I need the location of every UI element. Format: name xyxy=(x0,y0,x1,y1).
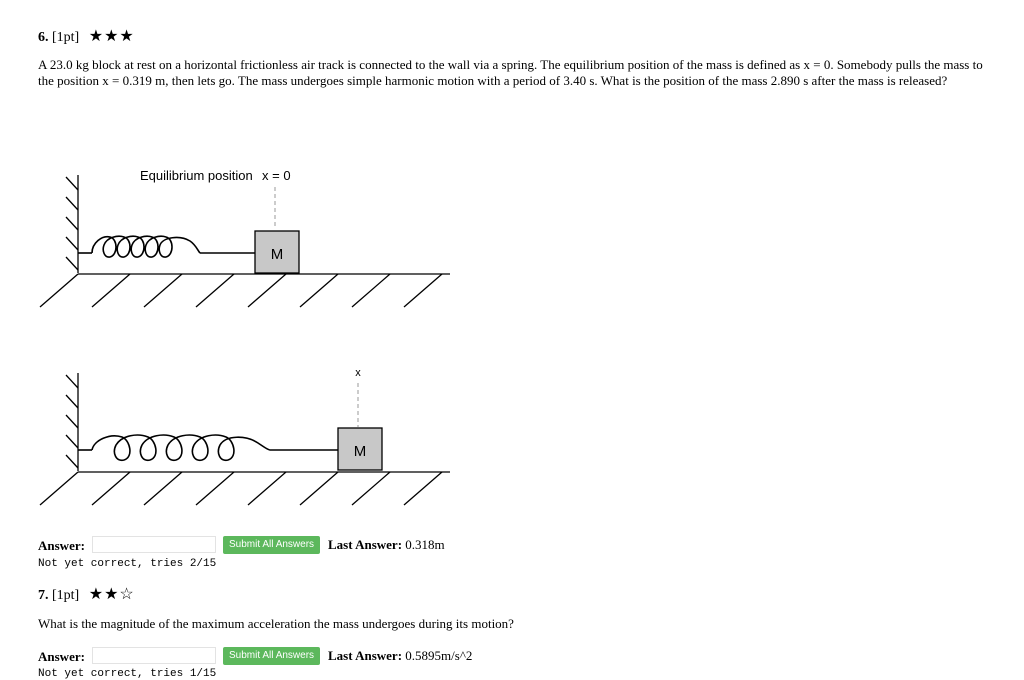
diagram-equilibrium-label: Equilibrium position xyxy=(140,168,253,183)
q7-submit-button[interactable]: Submit All Answers xyxy=(223,647,320,665)
q6-difficulty-stars-icon: ★★★ xyxy=(88,28,135,45)
diagram-x-label: x xyxy=(355,367,361,379)
diagram-x0-label: x = 0 xyxy=(262,168,291,183)
q6-points: [1pt] xyxy=(52,30,80,45)
q7-points: [1pt] xyxy=(52,588,80,603)
q7-last-answer xyxy=(328,648,472,664)
q7-last-answer-label: Last Answer: xyxy=(328,648,403,663)
mass-bottom-label: M xyxy=(353,443,367,460)
mass-top-label: M xyxy=(270,246,284,263)
floor-top-icon xyxy=(40,274,450,307)
wall-bottom-icon xyxy=(66,373,78,471)
q6-status: Not yet correct, tries 2/15 xyxy=(38,558,217,570)
spring-bottom-icon xyxy=(78,435,338,460)
q7-number: 7. xyxy=(38,588,49,603)
q6-header xyxy=(38,26,135,46)
spring-top-icon xyxy=(78,236,255,257)
q7-answer-input[interactable] xyxy=(92,647,216,664)
q6-question-text: A 23.0 kg block at rest on a horizontal frictionless air track is connected to the wall via a spring. The equilibrium position of the mass is defined as x = 0. Somebody pulls the mass to the position x = 0.319 m, then lets go. The mass undergoes simple harmonic motion with a period of 3.40 s. What is the position of the mass 2.890 s after the mass is released? xyxy=(38,57,983,88)
q6-last-answer xyxy=(328,537,445,553)
q7-answer-label: Answer: xyxy=(38,649,85,664)
floor-bottom-icon xyxy=(40,472,450,505)
q7-last-answer-value: 0.5895m/s^2 xyxy=(405,648,473,663)
q6-answer-input[interactable] xyxy=(92,536,216,553)
q6-last-answer-value: 0.318m xyxy=(405,537,445,552)
q6-number: 6. xyxy=(38,30,49,45)
q7-question-text: What is the magnitude of the maximum acceleration the mass undergoes during its motion? xyxy=(38,616,514,631)
wall-top-icon xyxy=(66,175,78,273)
q7-header xyxy=(38,584,135,604)
q6-last-answer-label: Last Answer: xyxy=(328,537,403,552)
spring-mass-diagram xyxy=(30,155,470,515)
q7-status: Not yet correct, tries 1/15 xyxy=(38,668,217,680)
q6-answer-label: Answer: xyxy=(38,538,85,553)
q6-submit-button[interactable]: Submit All Answers xyxy=(223,536,320,554)
q7-difficulty-stars-icon: ★★☆ xyxy=(88,586,135,603)
